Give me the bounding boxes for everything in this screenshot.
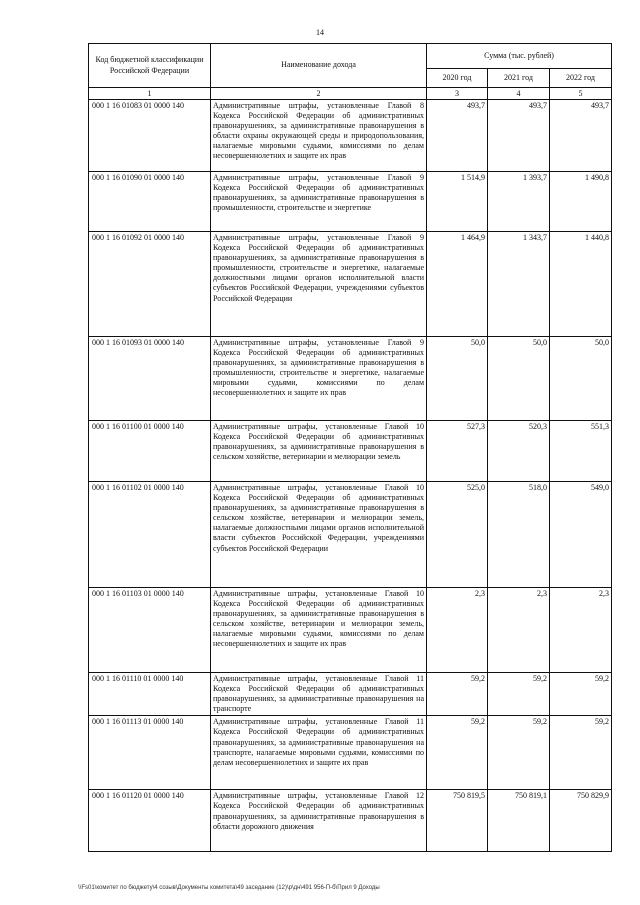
header-year-2022: 2022 год — [550, 69, 612, 88]
table-row — [89, 172, 612, 232]
row-name: Административные штрафы, установленные Главой 12 Кодекса Российской Федерации об административных правонарушениях, за административные правонарушения в области дорожного движения — [211, 790, 427, 852]
row-code: 000 1 16 01093 01 0000 140 — [89, 337, 211, 421]
row-value-2021: 1 393,7 — [488, 172, 550, 232]
row-name: Административные штрафы, установленные Главой 10 Кодекса Российской Федерации об административных правонарушениях, за административные правонарушения в сельском хозяйстве, ветеринарии и мелиорации земель — [211, 421, 427, 482]
row-value-2022: 59,2 — [550, 673, 612, 716]
row-value-2022: 549,0 — [550, 482, 612, 588]
row-value-2021: 493,7 — [488, 100, 550, 172]
row-code: 000 1 16 01110 01 0000 140 — [89, 673, 211, 716]
row-value-2021: 2,3 — [488, 588, 550, 673]
row-value-2020: 2,3 — [427, 588, 488, 673]
row-value-2022: 750 829,9 — [550, 790, 612, 852]
column-number: 2 — [211, 88, 427, 100]
column-number: 4 — [488, 88, 550, 100]
row-value-2020: 525,0 — [427, 482, 488, 588]
row-code: 000 1 16 01113 01 0000 140 — [89, 716, 211, 790]
row-value-2020: 750 819,5 — [427, 790, 488, 852]
row-value-2022: 59,2 — [550, 716, 612, 790]
row-value-2022: 551,3 — [550, 421, 612, 482]
row-value-2020: 1 464,9 — [427, 232, 488, 337]
table-row — [89, 790, 612, 852]
column-number: 5 — [550, 88, 612, 100]
row-code: 000 1 16 01120 01 0000 140 — [89, 790, 211, 852]
row-code: 000 1 16 01092 01 0000 140 — [89, 232, 211, 337]
row-value-2022: 2,3 — [550, 588, 612, 673]
row-name: Административные штрафы, установленные Главой 11 Кодекса Российской Федерации об административных правонарушениях, за административные правонарушения на транспорте, налагаемые мировыми судьями, комиссиями по делам несовершеннолетних и защите их прав — [211, 716, 427, 790]
row-name: Административные штрафы, установленные Главой 8 Кодекса Российской Федерации об административных правонарушениях, за административные правонарушения в области охраны окружающей среды и природопользования, налагаемые мировыми судьями, комиссиями по делам несовершеннолетних и защите их прав — [211, 100, 427, 172]
row-value-2021: 520,3 — [488, 421, 550, 482]
row-value-2022: 1 440,8 — [550, 232, 612, 337]
row-name: Административные штрафы, установленные Главой 9 Кодекса Российской Федерации об административных правонарушениях, за административные правонарушения в промышленности, строительстве и энергетике, налагаемые должностными лицами органов исполнительной власти субъектов Российской Федерации, учреждениями субъектов Российской Федерации — [211, 232, 427, 337]
revenue-table — [88, 43, 612, 852]
row-value-2022: 50,0 — [550, 337, 612, 421]
column-number: 3 — [427, 88, 488, 100]
row-value-2021: 50,0 — [488, 337, 550, 421]
table-row — [89, 588, 612, 673]
table-row — [89, 673, 612, 716]
row-value-2021: 518,0 — [488, 482, 550, 588]
header-name: Наименование дохода — [211, 44, 427, 88]
row-value-2021: 59,2 — [488, 673, 550, 716]
row-code: 000 1 16 01090 01 0000 140 — [89, 172, 211, 232]
table-row — [89, 232, 612, 337]
row-name: Административные штрафы, установленные Главой 10 Кодекса Российской Федерации об административных правонарушениях, за административные правонарушения в сельском хозяйстве, ветеринарии и мелиорации земель, налагаемые мировыми судьями, комиссиями по делам несовершеннолетних и защите их прав — [211, 588, 427, 673]
row-value-2020: 59,2 — [427, 716, 488, 790]
row-name: Административные штрафы, установленные Главой 9 Кодекса Российской Федерации об административных правонарушениях, за административные правонарушения в промышленности, строительстве и энергетике, налагаемые мировыми судьями, комиссиями по делам несовершеннолетних и защите их прав — [211, 337, 427, 421]
row-name: Административные штрафы, установленные Главой 9 Кодекса Российской Федерации об административных правонарушениях, за административные правонарушения в промышленности, строительстве и энергетике — [211, 172, 427, 232]
row-value-2020: 50,0 — [427, 337, 488, 421]
row-code: 000 1 16 01083 01 0000 140 — [89, 100, 211, 172]
row-code: 000 1 16 01103 01 0000 140 — [89, 588, 211, 673]
header-year-2020: 2020 год — [427, 69, 488, 88]
row-code: 000 1 16 01100 01 0000 140 — [89, 421, 211, 482]
row-value-2022: 1 490,8 — [550, 172, 612, 232]
row-name: Административные штрафы, установленные Главой 10 Кодекса Российской Федерации об административных правонарушениях, за административные правонарушения в сельском хозяйстве, ветеринарии и мелиорации земель, налагаемые должностными лицами органов исполнительной власти субъектов Российской Федерации, учреждениями субъектов Российской Федерации — [211, 482, 427, 588]
table-row — [89, 100, 612, 172]
page-number: 14 — [316, 28, 324, 37]
row-value-2021: 1 343,7 — [488, 232, 550, 337]
row-value-2020: 527,3 — [427, 421, 488, 482]
column-number: 1 — [89, 88, 211, 100]
header-code: Код бюджетной классификации Российской Федерации — [89, 44, 211, 88]
table-row — [89, 482, 612, 588]
row-value-2021: 750 819,1 — [488, 790, 550, 852]
row-name: Административные штрафы, установленные Главой 11 Кодекса Российской Федерации об административных правонарушениях, за административные правонарушения на транспорте — [211, 673, 427, 716]
file-path-footer: \\Fs01\комитет по бюджету\4 созыв\Документы комитета\49 заседание (12)\р\дн\491 956-П-б\Прил 9 Доходы — [78, 885, 380, 891]
row-value-2020: 1 514,9 — [427, 172, 488, 232]
row-value-2021: 59,2 — [488, 716, 550, 790]
row-value-2020: 493,7 — [427, 100, 488, 172]
table-row — [89, 421, 612, 482]
header-year-2021: 2021 год — [488, 69, 550, 88]
table-row — [89, 716, 612, 790]
column-number-row — [89, 88, 612, 100]
row-value-2022: 493,7 — [550, 100, 612, 172]
header-sum: Сумма (тыс. рублей) — [427, 44, 612, 69]
row-value-2020: 59,2 — [427, 673, 488, 716]
table-row — [89, 337, 612, 421]
row-code: 000 1 16 01102 01 0000 140 — [89, 482, 211, 588]
